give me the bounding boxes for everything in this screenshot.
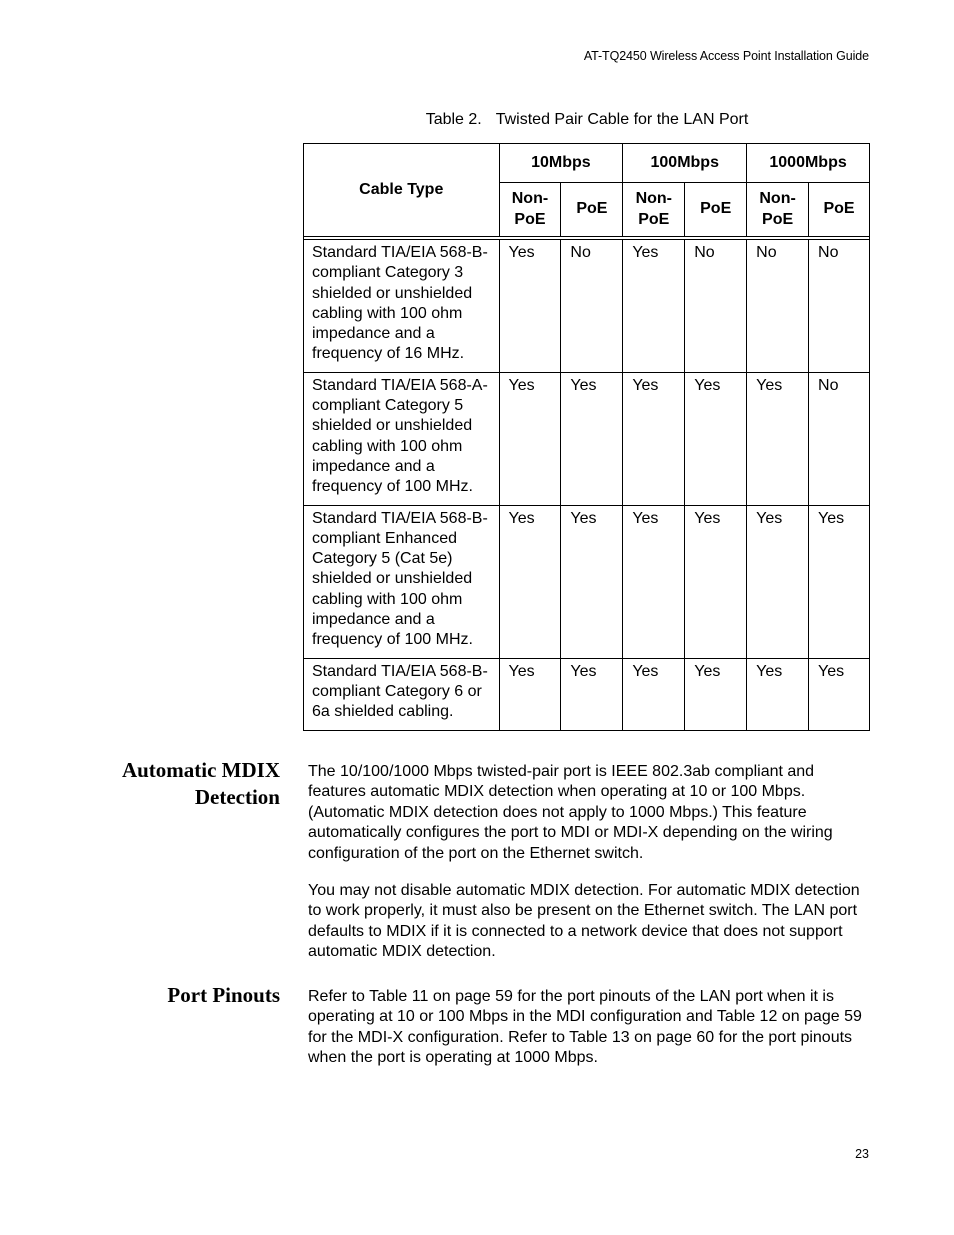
row-description: Standard TIA/EIA 568-B-compliant Category 6 or 6a shielded cabling. — [304, 658, 500, 730]
pinouts-paragraph: Refer to Table 11 on page 59 for the port pinouts of the LAN port when it is operating at 10 or 100 Mbps in the MDI configuration and Table 12 on page 59 for the MDI-X configuration. Refer to Table 13 on page 60 for the port pinouts when the port is operating at 1000 Mbps. — [308, 988, 862, 1067]
header-poe: PoE — [561, 183, 623, 237]
row-value: No — [809, 240, 870, 373]
row-value: Yes — [685, 372, 747, 505]
header-poe: PoE — [685, 183, 747, 237]
header-speed-10: 10Mbps — [499, 144, 623, 183]
section-heading-mdix-line2: Detection — [194, 785, 280, 809]
header-non-poe — [747, 183, 809, 237]
row-value: Yes — [499, 240, 561, 373]
row-description: Standard TIA/EIA 568-B-compliant Category 3 shielded or unshielded cabling with 100 ohm impedance and a frequency of 16 MHz. — [304, 240, 500, 373]
header-speed-100: 100Mbps — [623, 144, 747, 183]
row-value: Yes — [623, 505, 685, 658]
mdix-paragraph-1: The 10/100/1000 Mbps twisted-pair port is IEEE 802.3ab compliant and features automatic MDIX detection when operating at 10 or 100 Mbps. (Automatic MDIX detection does not apply to 1000 Mbps.) This feature automatically configures the port to MDI or MDI-X depending on the wiring configuration of the port on the Ethernet switch. — [308, 763, 833, 862]
row-value: Yes — [623, 240, 685, 373]
row-value: Yes — [747, 505, 809, 658]
table-caption-title: Twisted Pair Cable for the LAN Port — [495, 111, 749, 128]
row-value: Yes — [685, 658, 747, 730]
header-cable-type: Cable Type — [304, 144, 500, 237]
table-row — [304, 372, 870, 505]
header-non-poe — [499, 183, 561, 237]
row-value: Yes — [561, 505, 623, 658]
row-value: No — [747, 240, 809, 373]
table-caption — [304, 111, 870, 129]
row-value: No — [561, 240, 623, 373]
table-row — [304, 505, 870, 658]
header-speed-1000: 1000Mbps — [747, 144, 870, 183]
header-non-poe — [623, 183, 685, 237]
running-header: AT-TQ2450 Wireless Access Point Installation Guide — [583, 49, 869, 63]
section-heading-mdix-line1: Automatic MDIX — [121, 758, 280, 782]
page-number: 23 — [855, 1147, 869, 1161]
mdix-paragraph-2: You may not disable automatic MDIX detection. For automatic MDIX detection to work properly, it must also be present on the Ethernet switch. The LAN port defaults to MDIX if it is connected to a network device that does not support automatic MDIX detection. — [308, 882, 860, 961]
table-row — [304, 658, 870, 730]
header-non-poe-text: Non-PoE — [759, 190, 796, 228]
table-row — [304, 240, 870, 373]
row-description: Standard TIA/EIA 568-B-compliant Enhanced Category 5 (Cat 5e) shielded or unshielded cabling with 100 ohm impedance and a frequency of 100 MHz. — [304, 505, 500, 658]
row-value: Yes — [809, 658, 870, 730]
row-value: Yes — [499, 505, 561, 658]
row-value: Yes — [499, 658, 561, 730]
row-value: No — [685, 240, 747, 373]
row-value: Yes — [685, 505, 747, 658]
row-value: Yes — [747, 658, 809, 730]
header-non-poe-text: Non-PoE — [635, 190, 672, 228]
row-value: Yes — [809, 505, 870, 658]
header-non-poe-text: Non-PoE — [511, 190, 549, 228]
row-description: Standard TIA/EIA 568-A-compliant Category 5 shielded or unshielded cabling with 100 ohm impedance and a frequency of 100 MHz. — [304, 372, 500, 505]
row-value: Yes — [561, 658, 623, 730]
section-heading-pinouts: Port Pinouts — [167, 983, 280, 1007]
table-caption-number: Table 2. — [425, 111, 482, 128]
cable-table — [303, 143, 870, 731]
row-value: Yes — [623, 372, 685, 505]
row-value: Yes — [499, 372, 561, 505]
row-value: Yes — [623, 658, 685, 730]
row-value: Yes — [561, 372, 623, 505]
row-value: No — [809, 372, 870, 505]
header-poe: PoE — [809, 183, 870, 237]
section-heading-mdix — [122, 757, 280, 811]
row-value: Yes — [747, 372, 809, 505]
